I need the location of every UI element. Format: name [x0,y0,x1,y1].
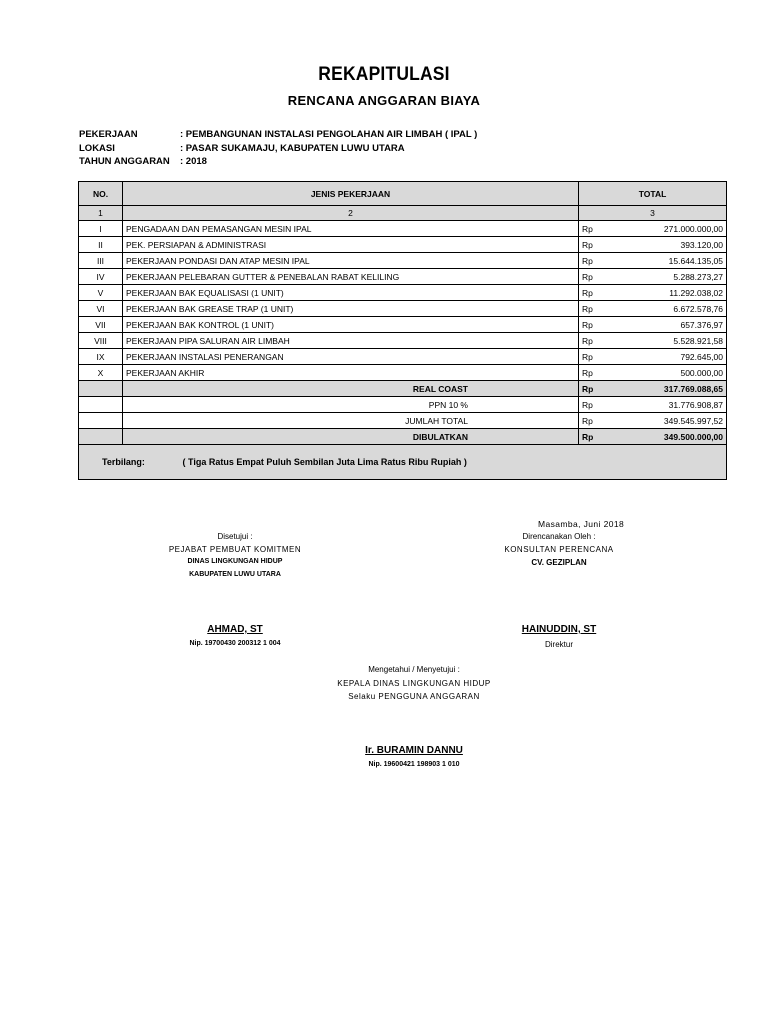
table-row [79,317,727,333]
dibulatkan-label: DIBULATKAN [123,429,579,445]
table-row [79,269,727,285]
row-description: PEK. PERSIAPAN & ADMINISTRASI [123,237,579,253]
ppn-amount: 31.776.908,87 [609,397,727,413]
column-number: 2 [123,206,579,221]
header-total: TOTAL [579,182,727,206]
terbilang-value: ( Tiga Ratus Empat Puluh Sembilan Juta Lima Ratus Ribu Rupiah ) [182,457,467,467]
info-value: : 2018 [180,156,207,167]
row-no: X [79,365,123,381]
info-label: LOKASI [79,143,115,154]
row-currency: Rp [579,301,609,317]
ppn-label: PPN 10 % [123,397,579,413]
document-title: REKAPITULASI [318,64,450,85]
right-signatory-line1: KONSULTAN PERENCANA [504,545,614,554]
terbilang-row [79,445,727,480]
row-amount: 657.376,97 [609,317,727,333]
right-signatory-line2: CV. GEZIPLAN [531,558,587,567]
row-amount: 6.672.578,76 [609,301,727,317]
row-currency: Rp [579,317,609,333]
row-amount: 5.288.273,27 [609,269,727,285]
table-row [79,301,727,317]
jumlah-total-row [79,413,727,429]
row-description: PEKERJAAN INSTALASI PENERANGAN [123,349,579,365]
table-row [79,349,727,365]
row-amount: 393.120,00 [609,237,727,253]
row-currency: Rp [579,333,609,349]
left-signatory-line1: PEJABAT PEMBUAT KOMITMEN [168,545,302,554]
row-no: IV [79,269,123,285]
row-currency: Rp [579,285,609,301]
info-value: : PASAR SUKAMAJU, KABUPATEN LUWU UTARA [180,143,405,154]
jumlah-total-amount: 349.545.997,52 [609,413,727,429]
right-signatory-name: HAINUDDIN, ST [521,624,597,635]
real-coast-currency: Rp [579,381,609,397]
left-signatory-line3: KABUPATEN LUWU UTARA [189,571,281,578]
row-no: V [79,285,123,301]
row-description: PEKERJAAN AKHIR [123,365,579,381]
table-row [79,333,727,349]
row-description: PEKERJAAN BAK EQUALISASI (1 UNIT) [123,285,579,301]
row-currency: Rp [579,221,609,237]
row-description: PEKERJAAN PONDASI DAN ATAP MESIN IPAL [123,253,579,269]
center-signatory-role: Mengetahui / Menyetujui : [368,665,460,674]
table-row [79,365,727,381]
jumlah-total-label: JUMLAH TOTAL [123,413,579,429]
center-signatory-line1: KEPALA DINAS LINGKUNGAN HIDUP [337,679,491,688]
jumlah-total-currency: Rp [579,413,609,429]
row-currency: Rp [579,365,609,381]
document-subtitle: RENCANA ANGGARAN BIAYA [287,93,481,108]
empty-cell [79,397,123,413]
right-signatory-role: Direncanakan Oleh : [522,532,596,541]
table-row [79,285,727,301]
terbilang-cell [79,445,727,480]
empty-cell [79,413,123,429]
right-signatory-title: Direktur [544,640,573,649]
row-no: I [79,221,123,237]
header-jenis-pekerjaan: JENIS PEKERJAAN [123,182,579,206]
info-label: PEKERJAAN [79,129,138,140]
ppn-currency: Rp [579,397,609,413]
left-signatory-line2: DINAS LINGKUNGAN HIDUP [187,558,283,565]
table-row [79,237,727,253]
table-header-row [79,182,727,206]
row-no: VIII [79,333,123,349]
rab-summary-table [78,181,727,480]
ppn-row [79,397,727,413]
empty-cell [79,429,123,445]
row-amount: 500.000,00 [609,365,727,381]
left-signatory-nip: Nip. 19700430 200312 1 004 [189,640,281,647]
row-description: PEKERJAAN BAK GREASE TRAP (1 UNIT) [123,301,579,317]
row-currency: Rp [579,269,609,285]
row-description: PEKERJAAN PIPA SALURAN AIR LIMBAH [123,333,579,349]
terbilang-label: Terbilang: [102,457,145,467]
row-description: PEKERJAAN BAK KONTROL (1 UNIT) [123,317,579,333]
header-no: NO. [79,182,123,206]
column-number: 3 [579,206,727,221]
row-amount: 11.292.038,02 [609,285,727,301]
dibulatkan-currency: Rp [579,429,609,445]
row-no: VII [79,317,123,333]
column-number: 1 [79,206,123,221]
row-description: PENGADAAN DAN PEMASANGAN MESIN IPAL [123,221,579,237]
row-amount: 15.644.135,05 [609,253,727,269]
dibulatkan-amount: 349.500.000,00 [609,429,727,445]
row-currency: Rp [579,237,609,253]
row-currency: Rp [579,253,609,269]
empty-cell [79,381,123,397]
place-date: Masamba, Juni 2018 [538,519,625,529]
row-currency: Rp [579,349,609,365]
table-row [79,253,727,269]
center-signatory-name: Ir. BURAMIN DANNU [365,745,463,756]
row-no: IX [79,349,123,365]
info-label: TAHUN ANGGARAN [79,156,170,167]
left-signatory-role: Disetujui : [217,532,253,541]
table-row [79,221,727,237]
row-amount: 5.528.921,58 [609,333,727,349]
real-coast-amount: 317.769.088,65 [609,381,727,397]
row-no: VI [79,301,123,317]
row-amount: 271.000.000,00 [609,221,727,237]
column-number-row [79,206,727,221]
center-signatory-nip: Nip. 19600421 198903 1 010 [368,761,460,768]
row-description: PEKERJAAN PELEBARAN GUTTER & PENEBALAN RABAT KELILING [123,269,579,285]
real-coast-label: REAL COAST [123,381,579,397]
info-value: : PEMBANGUNAN INSTALASI PENGOLAHAN AIR LIMBAH ( IPAL ) [180,129,478,140]
dibulatkan-row [79,429,727,445]
row-amount: 792.645,00 [609,349,727,365]
real-coast-row [79,381,727,397]
left-signatory-name: AHMAD, ST [207,624,263,635]
row-no: II [79,237,123,253]
row-no: III [79,253,123,269]
center-signatory-line2: Selaku PENGGUNA ANGGARAN [348,692,480,701]
